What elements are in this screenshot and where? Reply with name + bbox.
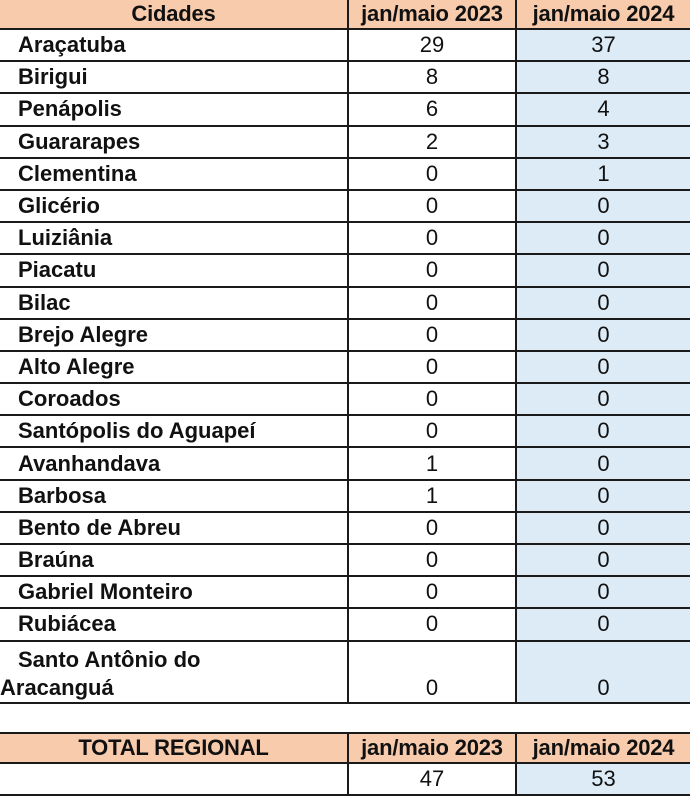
city-name: Brejo Alegre	[0, 319, 348, 351]
value-2024: 0	[516, 608, 690, 640]
value-2023: 0	[348, 287, 516, 319]
value-2023: 0	[348, 222, 516, 254]
value-2023: 0	[348, 415, 516, 447]
table-row	[0, 415, 690, 447]
total-values-row	[0, 763, 690, 795]
table-header-row	[0, 0, 690, 29]
header-2023: jan/maio 2023	[348, 0, 516, 29]
value-2024: 8	[516, 61, 690, 93]
value-2024: 0	[516, 351, 690, 383]
value-2024: 0	[516, 512, 690, 544]
city-name: Penápolis	[0, 93, 348, 125]
table-row	[0, 576, 690, 608]
table-row	[0, 61, 690, 93]
value-2024: 0	[516, 641, 690, 703]
table-row	[0, 319, 690, 351]
city-name: Rubiácea	[0, 608, 348, 640]
value-2023: 0	[348, 383, 516, 415]
value-2024: 0	[516, 576, 690, 608]
value-2024: 37	[516, 29, 690, 61]
value-2023: 0	[348, 576, 516, 608]
value-2024: 0	[516, 415, 690, 447]
value-2024: 4	[516, 93, 690, 125]
city-name: Birigui	[0, 61, 348, 93]
table-row	[0, 287, 690, 319]
total-header-2024: jan/maio 2024	[516, 733, 690, 763]
value-2024: 0	[516, 190, 690, 222]
table-row	[0, 641, 690, 703]
city-name: Glicério	[0, 190, 348, 222]
table-row	[0, 383, 690, 415]
value-2023: 0	[348, 351, 516, 383]
value-2024: 0	[516, 319, 690, 351]
value-2023: 0	[348, 190, 516, 222]
table-row	[0, 29, 690, 61]
table-row	[0, 544, 690, 576]
table-row	[0, 512, 690, 544]
city-name: Clementina	[0, 158, 348, 190]
city-name: Piacatu	[0, 254, 348, 286]
header-cidades: Cidades	[0, 0, 348, 29]
header-2024: jan/maio 2024	[516, 0, 690, 29]
total-table	[0, 732, 690, 796]
city-name: Araçatuba	[0, 29, 348, 61]
value-2023: 0	[348, 319, 516, 351]
total-value-2024: 53	[516, 763, 690, 795]
table-row	[0, 126, 690, 158]
table-row	[0, 254, 690, 286]
value-2023: 0	[348, 641, 516, 703]
value-2023: 0	[348, 254, 516, 286]
value-2024: 3	[516, 126, 690, 158]
total-header-2023: jan/maio 2023	[348, 733, 516, 763]
value-2023: 1	[348, 447, 516, 479]
value-2023: 1	[348, 480, 516, 512]
table-row	[0, 190, 690, 222]
value-2023: 0	[348, 544, 516, 576]
table-row	[0, 93, 690, 125]
value-2024: 0	[516, 222, 690, 254]
city-name: Bilac	[0, 287, 348, 319]
total-empty-cell	[0, 763, 348, 795]
table-row	[0, 480, 690, 512]
total-value-2023: 47	[348, 763, 516, 795]
value-2023: 0	[348, 158, 516, 190]
total-label: TOTAL REGIONAL	[0, 733, 348, 763]
value-2024: 0	[516, 447, 690, 479]
table-row	[0, 608, 690, 640]
table-row	[0, 222, 690, 254]
value-2024: 1	[516, 158, 690, 190]
city-name: Barbosa	[0, 480, 348, 512]
city-name: Santo Antônio do Aracanguá	[0, 641, 348, 703]
value-2023: 8	[348, 61, 516, 93]
value-2024: 0	[516, 254, 690, 286]
city-name: Santópolis do Aguapeí	[0, 415, 348, 447]
value-2024: 0	[516, 383, 690, 415]
value-2023: 2	[348, 126, 516, 158]
value-2024: 0	[516, 480, 690, 512]
table-row	[0, 447, 690, 479]
city-name: Coroados	[0, 383, 348, 415]
value-2023: 0	[348, 608, 516, 640]
city-name: Alto Alegre	[0, 351, 348, 383]
city-name: Guararapes	[0, 126, 348, 158]
total-header-row	[0, 733, 690, 763]
value-2024: 0	[516, 287, 690, 319]
city-name: Gabriel Monteiro	[0, 576, 348, 608]
value-2023: 6	[348, 93, 516, 125]
table-row	[0, 158, 690, 190]
table-row	[0, 351, 690, 383]
value-2023: 29	[348, 29, 516, 61]
city-name: Avanhandava	[0, 447, 348, 479]
value-2024: 0	[516, 544, 690, 576]
city-name: Luiziânia	[0, 222, 348, 254]
city-name: Braúna	[0, 544, 348, 576]
city-name: Bento de Abreu	[0, 512, 348, 544]
value-2023: 0	[348, 512, 516, 544]
